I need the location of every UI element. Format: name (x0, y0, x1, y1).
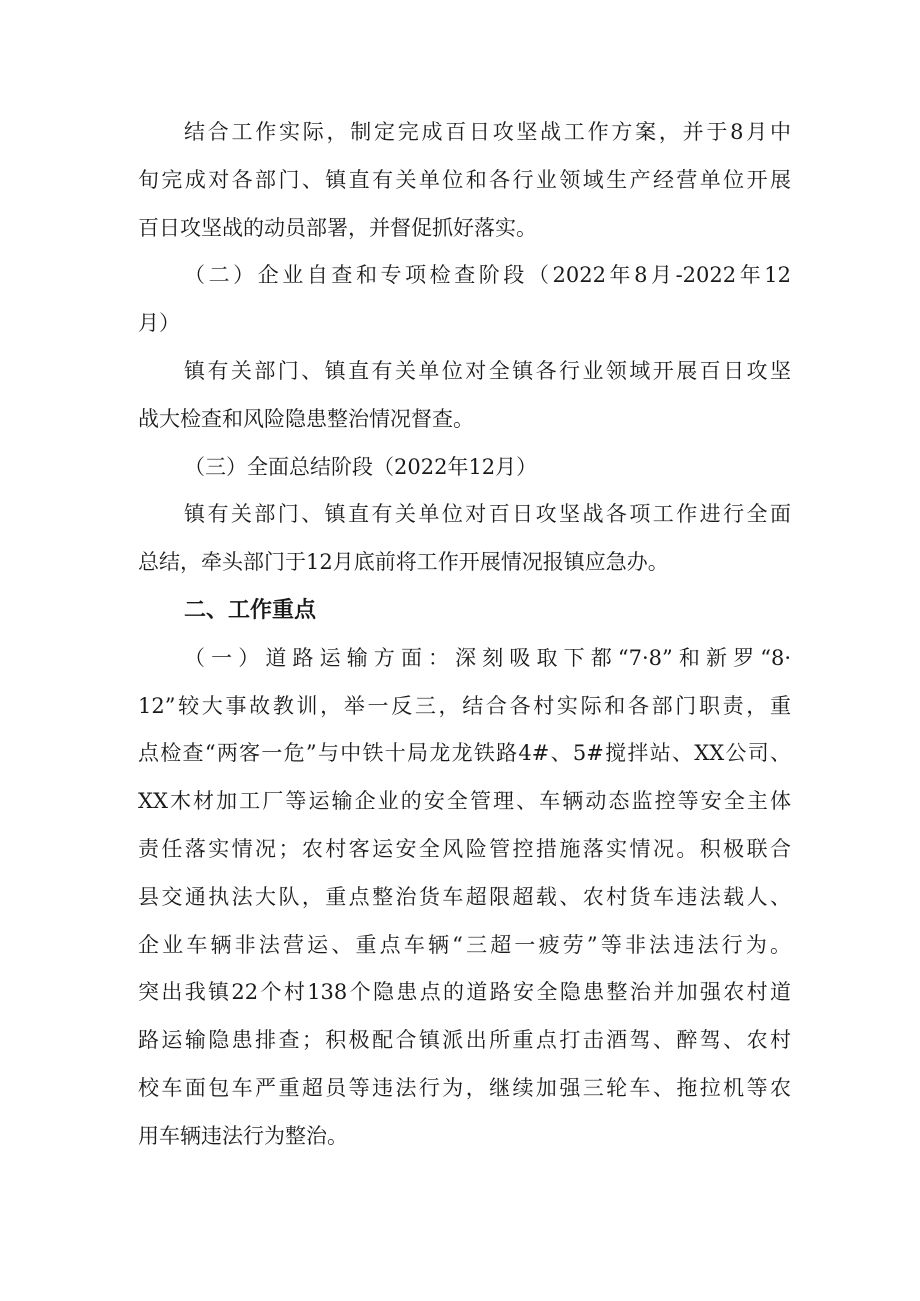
document-page (138, 109, 791, 1161)
text-line: 结合工作实际，制定完成百日攻坚战工作方案，并于8月中 (184, 120, 791, 144)
text-line: 镇有关部门、镇直有关单位对百日攻坚战各项工作进行全面 (184, 502, 791, 527)
text-line: 企业车辆非法营运、重点车辆“三超一疲劳”等非法违法行为。 (138, 932, 791, 957)
text-line: 路运输隐患排查；积极配合镇派出所重点打击酒驾、醉驾、农村 (138, 1028, 791, 1053)
text-line: 百日攻坚战的动员部署，并督促抓好落实。 (138, 215, 537, 240)
section-heading-work-focus (138, 587, 791, 635)
paragraph-summary (138, 491, 791, 587)
text-line: 镇有关部门、镇直有关单位对全镇各行业领域开展百日攻坚 (184, 358, 791, 383)
paragraph-inspection (138, 348, 791, 444)
paragraph-plan-stage (138, 109, 791, 252)
text-line: （二）企业自查和专项检查阶段（2022年8月-2022年12 (184, 263, 791, 288)
subheading-self-check-stage (138, 252, 791, 348)
text-line: （三）全面总结阶段（2022年12月） (184, 454, 538, 479)
text-line: 县交通执法大队，重点整治货车超限超载、农村货车违法载人、 (138, 884, 791, 909)
text-line: 突出我镇22个村138个隐患点的道路安全隐患整治并加强农村道 (138, 980, 791, 1005)
subheading-summary-stage (138, 444, 791, 492)
text-line: 12”较大事故教训，举一反三，结合各村实际和各部门职责，重 (138, 693, 791, 718)
text-line: 校车面包车严重超员等违法行为，继续加强三轮车、拖拉机等农 (138, 1075, 791, 1100)
text-line: 责任落实情况；农村客运安全风险管控措施落实情况。积极联合 (138, 836, 791, 861)
text-line: 战大检查和风险隐患整治情况督查。 (138, 406, 474, 431)
text-line: （一）道路运输方面：深刻吸取下都“7·8”和新罗“8· (184, 645, 791, 670)
text-line: 用车辆违法行为整治。 (138, 1123, 348, 1148)
text-line: 月） (138, 311, 180, 336)
text-line: 总结，牵头部门于12月底前将工作开展情况报镇应急办。 (138, 550, 669, 575)
paragraph-road-transport (138, 635, 791, 1161)
section-heading-text: 二、工作重点 (184, 597, 317, 623)
text-line: XX木材加工厂等运输企业的安全管理、车辆动态监控等安全主体 (138, 789, 791, 814)
text-line: 点检查“两客一危”与中铁十局龙龙铁路4#、5#搅拌站、XX公司、 (138, 741, 791, 766)
text-line: 旬完成对各部门、镇直有关单位和各行业领域生产经营单位开展 (138, 167, 791, 192)
